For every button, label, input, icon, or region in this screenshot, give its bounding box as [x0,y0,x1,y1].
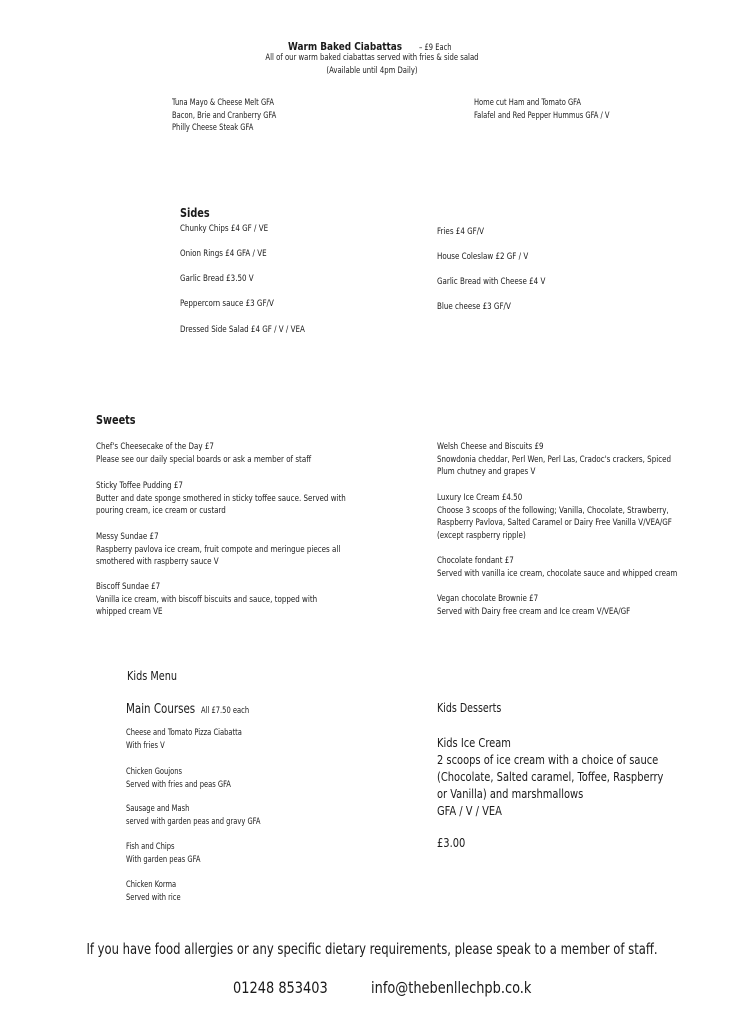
sweet-name: Chef's Cheesecake of the Day £7 [96,442,214,452]
kids-ice-cream-price: £3.00 [437,835,466,850]
kids-main-price: All £7.50 each [201,706,250,716]
sweet-item [96,531,340,569]
contact-phone[interactable]: 01248 853403 [233,978,328,997]
sweet-desc: Snowdonia cheddar, Perl Wen, Perl Las, Cradoc's crackers, Spiced [437,454,672,465]
kids-item-name: Fish and Chips [126,842,175,852]
sweet-desc: Butter and date sponge smothered in sticky toffee sauce. Served with [96,493,346,504]
sides-item: Peppercorn sauce £3 GF/V [180,299,274,309]
sides-item: Garlic Bread with Cheese £4 V [437,277,546,287]
sweet-desc: Choose 3 scoops of the following; Vanilla, Chocolate, Strawberry, [437,505,669,516]
ciabatta-left-list [172,97,276,135]
sweet-desc: Served with vanilla ice cream, chocolate sauce and whipped cream [437,568,678,579]
kids-ice-cream-desc: or Vanilla) and marshmallows [437,786,584,801]
allergy-notice: If you have food allergies or any specific dietary requirements, please speak to a member of staff. [86,940,658,958]
list-item: Home cut Ham and Tomato GFA [474,98,581,108]
list-item: Falafel and Red Pepper Hummus GFA / V [474,110,610,121]
contact-email[interactable]: info@thebenllechpb.co.k [371,978,532,997]
sides-item: Chunky Chips £4 GF / VE [180,224,269,234]
sides-item: House Coleslaw £2 GF / V [437,252,529,262]
sweet-desc: Served with Dairy free cream and Ice cream V/VEA/GF [437,606,631,617]
ciabatta-subtitle: All of our warm baked ciabattas served with fries & side salad [265,53,479,63]
kids-item-name: Chicken Korma [126,880,177,890]
ciabatta-title: Warm Baked Ciabattas [287,40,402,53]
sweet-name: Chocolate fondant £7 [437,556,514,566]
sweet-item [437,593,630,618]
sides-item: Blue cheese £3 GF/V [437,302,511,312]
sweet-name: Welsh Cheese and Biscuits £9 [437,442,544,452]
sweet-name: Vegan chocolate Brownie £7 [437,594,539,604]
kids-item-desc: With garden peas GFA [126,854,201,865]
kids-item-name: Cheese and Tomato Pizza Ciabatta [126,728,242,738]
sweet-desc: (except raspberry ripple) [437,530,526,541]
kids-main-header [126,698,256,718]
sides-item: Dressed Side Salad £4 GF / V / VEA [180,325,305,335]
list-item: Philly Cheese Steak GFA [172,123,254,133]
sweet-desc: Plum chutney and grapes V [437,467,536,477]
kids-item [126,879,181,904]
sweet-name: Sticky Toffee Pudding £7 [96,481,183,491]
kids-item [126,727,242,752]
kids-item-desc: served with garden peas and gravy GFA [126,816,261,827]
kids-item-name: Sausage and Mash [126,804,190,814]
sweets-title: Sweets [96,413,136,427]
sides-item: Onion Rings £4 GFA / VE [180,249,267,259]
kids-item-desc: Served with rice [126,892,181,903]
sweet-item [96,441,311,466]
kids-ice-cream-desc: GFA / V / VEA [437,803,502,818]
kids-title: Kids Menu [127,669,178,683]
sweet-item [437,492,672,542]
kids-item-name: Chicken Goujons [126,767,183,777]
kids-ice-cream-desc: 2 scoops of ice cream with a choice of sauce [437,752,659,767]
sweet-item [96,480,346,518]
kids-main-title: Main Courses [126,702,196,717]
sweet-desc: pouring cream, ice cream or custard [96,506,226,516]
kids-ice-cream-desc: (Chocolate, Salted caramel, Toffee, Raspberry [437,769,664,784]
list-item: Bacon, Brie and Cranberry GFA [172,110,277,121]
kids-item-desc: With fries V [126,740,165,751]
kids-item [126,803,260,828]
list-item: Tuna Mayo & Cheese Melt GFA [172,98,274,108]
kids-item [126,841,200,866]
sweet-name: Messy Sundae £7 [96,532,159,542]
sweet-name: Biscoff Sundae £7 [96,582,161,592]
kids-ice-cream-title: Kids Ice Cream [437,735,511,750]
ciabatta-price: – £9 Each [419,43,452,53]
sides-title: Sides [180,206,210,220]
kids-desserts-title: Kids Desserts [437,701,502,715]
sweet-item [96,581,317,619]
kids-item [126,766,231,791]
sweet-desc: Please see our daily special boards or ask a member of staff [96,454,312,465]
sweet-item [437,441,671,479]
sweet-name: Luxury Ice Cream £4.50 [437,493,523,503]
sweet-desc: whipped cream VE [96,607,163,617]
sweet-item [437,555,677,580]
sweet-desc: Vanilla ice cream, with biscoff biscuits and sauce, topped with [96,594,318,605]
kids-ice-cream [437,734,663,819]
sweet-desc: Raspberry pavlova ice cream, fruit compote and meringue pieces all [96,544,341,555]
sides-item: Garlic Bread £3.50 V [180,274,254,284]
sweet-desc: Raspberry Pavlova, Salted Caramel or Dairy Free Vanilla V/VEA/GF [437,518,672,528]
ciabatta-right-list [474,97,610,122]
kids-item-desc: Served with fries and peas GFA [126,779,231,790]
sweet-desc: smothered with raspberry sauce V [96,557,219,567]
ciabatta-availability: (Available until 4pm Daily) [326,66,418,76]
sides-item: Fries £4 GF/V [437,227,485,237]
